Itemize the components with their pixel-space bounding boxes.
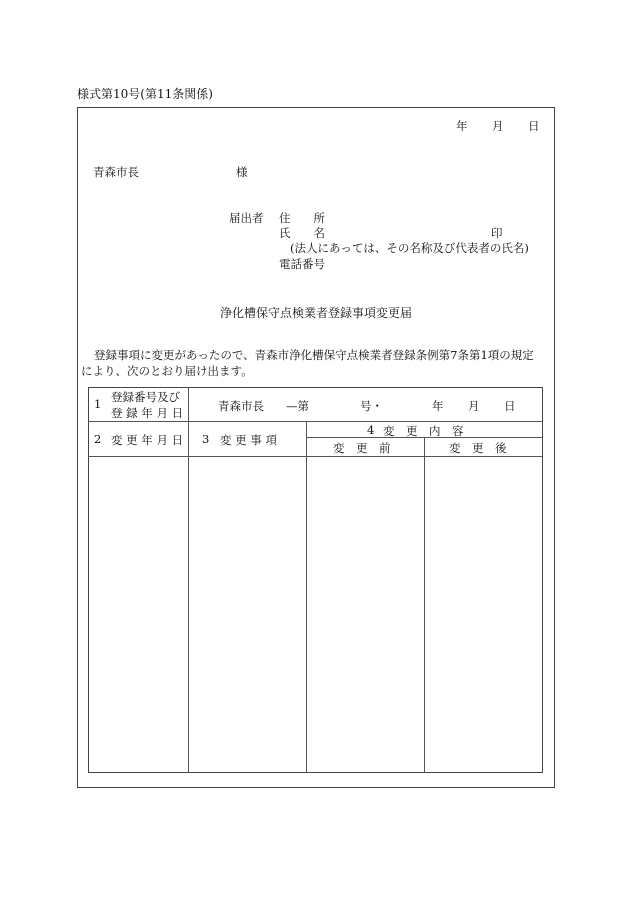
col-change-item-header: 変 更 事 項 [220,433,277,447]
date-month: 月 [492,119,504,133]
row1-number-suffix: 号・ [360,399,383,413]
table-rule [88,421,543,422]
corporation-note: (法人にあっては、その名称及び代表者の氏名) [290,241,529,255]
col3-number: 3 [202,432,210,446]
table-rule [424,437,425,773]
col-change-content-header: 変 更 内 容 [383,424,464,438]
table-rule [88,456,543,457]
address-label: 住 所 [279,211,325,225]
col-change-date-header: 変 更 年 月 日 [111,433,184,447]
date-year: 年 [456,119,468,133]
phone-label: 電話番号 [279,257,325,271]
form-number-label: 様式第10号(第11条関係) [77,87,213,101]
col4-number: 4 [367,423,375,437]
table-rule [306,421,307,773]
body-text-line2: により、次のとおり届け出ます。 [81,364,253,378]
col-after-header: 変 更 後 [449,441,507,455]
name-label: 氏 名 [279,226,325,240]
applicant-label: 届出者 [229,211,264,225]
row1-month: 月 [468,399,480,413]
row1-year: 年 [432,399,444,413]
row1-number: 1 [94,397,102,411]
row1-label-line2: 登 録 年 月 日 [111,406,184,420]
seal-mark: 印 [491,226,503,240]
row1-label-line1: 登録番号及び [111,390,180,404]
row1-dash-first: —第 [286,399,309,413]
row1-authority: 青森市長 [218,399,264,413]
addressee-honorific: 様 [236,165,248,179]
col2-number: 2 [94,432,102,446]
table-rule [188,387,189,773]
body-text-line1: 登録事項に変更があったので、青森市浄化槽保守点検業者登録条例第7条第1項の規定 [94,348,534,362]
addressee-name: 青森市長 [93,165,139,179]
col-before-header: 変 更 前 [333,441,391,455]
date-day: 日 [528,119,540,133]
document-title: 浄化槽保守点検業者登録事項変更届 [220,306,413,320]
row1-day: 日 [504,399,516,413]
